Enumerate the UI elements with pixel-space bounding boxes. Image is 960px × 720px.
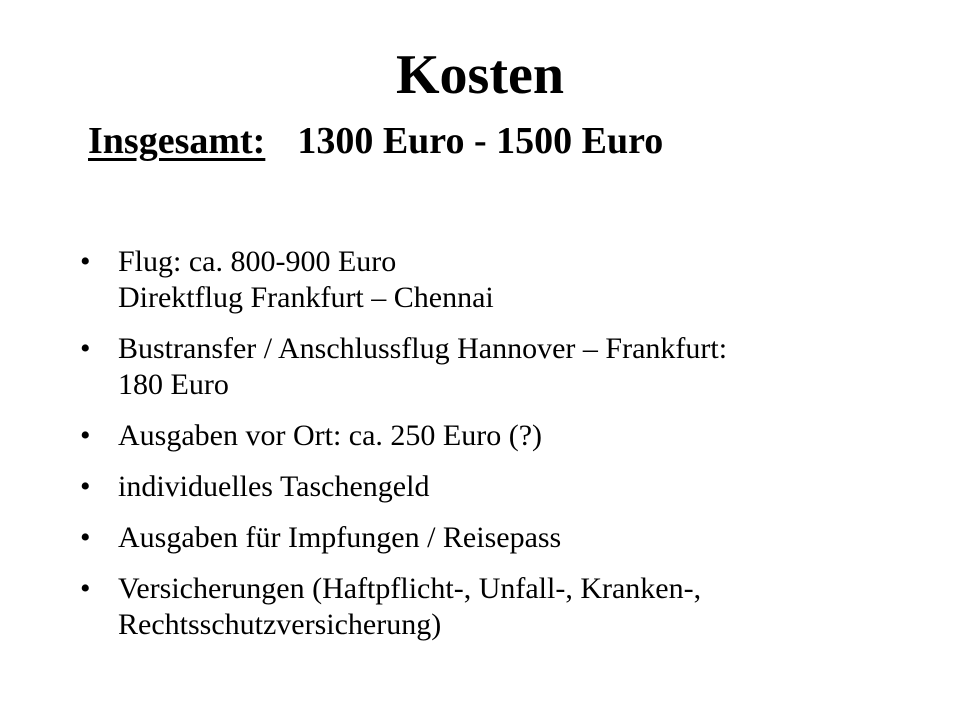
list-item [80,331,900,403]
total-value: 1300 Euro - 1500 Euro [297,120,664,162]
list-item-line: Ausgaben vor Ort: ca. 250 Euro (?) [118,419,543,452]
total-label: Insgesamt: [88,120,266,162]
bullet-icon: • [80,419,91,452]
bullet-icon: • [80,470,91,503]
bullet-icon: • [80,245,91,278]
bullet-icon: • [80,572,91,605]
list-item [80,520,900,556]
total-cost-line [88,116,663,166]
list-item [80,418,900,454]
list-item-line: 180 Euro [118,368,229,401]
list-item [80,571,900,643]
list-item-line: Rechtsschutzversicherung) [118,608,442,641]
cost-list [80,244,900,658]
bullet-icon: • [80,332,91,365]
list-item [80,244,900,316]
list-item-line: Flug: ca. 800-900 Euro [118,245,397,278]
slide-title: Kosten [396,44,564,106]
list-item [80,469,900,505]
list-item-line: Ausgaben für Impfungen / Reisepass [118,521,562,554]
list-item-line: Versicherungen (Haftpflicht-, Unfall-, Kranken-, [118,572,702,605]
list-item-line: Direktflug Frankfurt – Chennai [118,281,494,314]
bullet-icon: • [80,521,91,554]
list-item-line: individuelles Taschengeld [118,470,430,503]
list-item-line: Bustransfer / Anschlussflug Hannover – Frankfurt: [118,332,728,365]
